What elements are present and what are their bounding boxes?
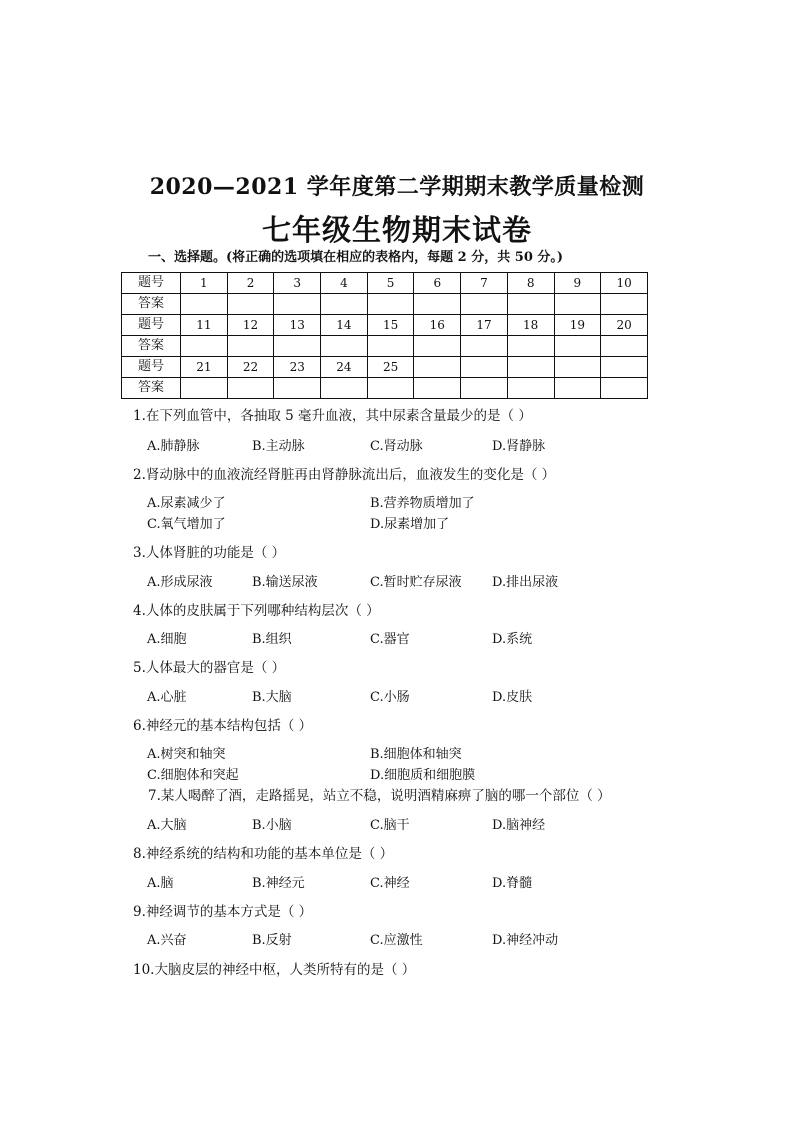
question-9-option-c: C.应激性 bbox=[370, 933, 423, 948]
table-row-number-2 bbox=[122, 315, 648, 336]
question-1-option-a: A.肺静脉 bbox=[147, 439, 200, 454]
number-cell: 5 bbox=[367, 273, 414, 294]
table-row-answer-1 bbox=[122, 294, 648, 315]
answer-cell[interactable] bbox=[461, 378, 508, 399]
answer-table bbox=[121, 272, 648, 399]
answer-cell[interactable] bbox=[321, 294, 368, 315]
question-5-option-b: B.大脑 bbox=[252, 690, 292, 705]
question-5-text: 5.人体最大的器官是（ ） bbox=[133, 660, 286, 676]
answer-cell[interactable] bbox=[507, 378, 554, 399]
question-6-option-b: B.细胞体和轴突 bbox=[370, 747, 462, 762]
number-cell: 25 bbox=[367, 357, 414, 378]
question-8-option-b: B.神经元 bbox=[252, 876, 305, 891]
number-cell bbox=[414, 357, 461, 378]
answer-cell[interactable] bbox=[601, 378, 648, 399]
question-9-option-a: A.兴奋 bbox=[147, 933, 187, 948]
number-cell bbox=[507, 357, 554, 378]
question-3-option-b: B.输送尿液 bbox=[252, 575, 318, 590]
answer-cell[interactable] bbox=[554, 378, 601, 399]
label-cell: 答案 bbox=[122, 378, 181, 399]
question-1-text: 1.在下列血管中，各抽取 5 毫升血液，其中尿素含量最少的是（ ） bbox=[133, 408, 532, 424]
question-6-text: 6.神经元的基本结构包括（ ） bbox=[133, 718, 313, 734]
table-row-answer-3 bbox=[122, 378, 648, 399]
question-5-option-d: D.皮肤 bbox=[492, 690, 533, 705]
answer-cell[interactable] bbox=[321, 378, 368, 399]
question-10-text: 10.大脑皮层的神经中枢，人类所特有的是（ ） bbox=[133, 962, 416, 978]
table-row-number-1 bbox=[122, 273, 648, 294]
question-2-option-c: C.氧气增加了 bbox=[147, 517, 226, 532]
number-cell: 10 bbox=[601, 273, 648, 294]
answer-cell[interactable] bbox=[554, 294, 601, 315]
answer-cell[interactable] bbox=[367, 336, 414, 357]
table-row-number-3 bbox=[122, 357, 648, 378]
answer-cell[interactable] bbox=[274, 378, 321, 399]
section-instruction: 一、选择题。(将正确的选项填在相应的表格内，每题 2 分，共 50 分。) bbox=[148, 250, 564, 265]
label-cell: 题号 bbox=[122, 357, 181, 378]
number-cell: 18 bbox=[507, 315, 554, 336]
label-cell: 题号 bbox=[122, 273, 181, 294]
number-cell: 21 bbox=[181, 357, 228, 378]
question-3-text: 3.人体肾脏的功能是（ ） bbox=[133, 545, 286, 561]
number-cell: 6 bbox=[414, 273, 461, 294]
question-2-option-b: B.营养物质增加了 bbox=[370, 496, 475, 511]
answer-cell[interactable] bbox=[507, 294, 554, 315]
question-7-option-c: C.脑干 bbox=[370, 818, 410, 833]
answer-cell[interactable] bbox=[601, 294, 648, 315]
answer-cell[interactable] bbox=[367, 378, 414, 399]
number-cell: 15 bbox=[367, 315, 414, 336]
exam-title-line2: 七年级生物期末试卷 bbox=[261, 213, 532, 247]
question-2-text: 2.肾动脉中的血液流经肾脏再由肾静脉流出后，血液发生的变化是（ ） bbox=[133, 467, 556, 483]
question-8-option-c: C.神经 bbox=[370, 876, 410, 891]
question-7-option-b: B.小脑 bbox=[252, 818, 292, 833]
question-8-option-d: D.脊髓 bbox=[492, 876, 533, 891]
number-cell: 2 bbox=[227, 273, 274, 294]
question-5-option-c: C.小肠 bbox=[370, 690, 410, 705]
question-6-option-d: D.细胞质和细胞膜 bbox=[370, 768, 476, 783]
number-cell: 17 bbox=[461, 315, 508, 336]
answer-cell[interactable] bbox=[181, 294, 228, 315]
answer-cell[interactable] bbox=[227, 294, 274, 315]
question-1-option-b: B.主动脉 bbox=[252, 439, 305, 454]
answer-cell[interactable] bbox=[181, 378, 228, 399]
number-cell: 8 bbox=[507, 273, 554, 294]
label-cell: 答案 bbox=[122, 336, 181, 357]
answer-cell[interactable] bbox=[367, 294, 414, 315]
question-9-option-d: D.神经冲动 bbox=[492, 933, 559, 948]
number-cell: 20 bbox=[601, 315, 648, 336]
question-4-text: 4.人体的皮肤属于下列哪种结构层次（ ） bbox=[133, 603, 380, 619]
answer-cell[interactable] bbox=[461, 294, 508, 315]
exam-title-line1: 2020—2021 学年度第二学期期末教学质量检测 bbox=[149, 174, 645, 200]
answer-cell[interactable] bbox=[274, 294, 321, 315]
answer-cell[interactable] bbox=[507, 336, 554, 357]
number-cell: 9 bbox=[554, 273, 601, 294]
number-cell: 24 bbox=[321, 357, 368, 378]
question-6-option-c: C.细胞体和突起 bbox=[147, 768, 239, 783]
question-2-option-d: D.尿素增加了 bbox=[370, 517, 450, 532]
table-row-answer-2 bbox=[122, 336, 648, 357]
question-1-option-d: D.肾静脉 bbox=[492, 439, 546, 454]
question-6-option-a: A.树突和轴突 bbox=[147, 747, 226, 762]
answer-cell[interactable] bbox=[414, 294, 461, 315]
question-9-option-b: B.反射 bbox=[252, 933, 292, 948]
number-cell: 19 bbox=[554, 315, 601, 336]
question-4-option-d: D.系统 bbox=[492, 632, 533, 647]
question-2-option-a: A.尿素减少了 bbox=[147, 496, 226, 511]
number-cell: 7 bbox=[461, 273, 508, 294]
answer-cell[interactable] bbox=[601, 336, 648, 357]
number-cell bbox=[601, 357, 648, 378]
question-4-option-a: A.细胞 bbox=[147, 632, 187, 647]
number-cell bbox=[554, 357, 601, 378]
number-cell: 1 bbox=[181, 273, 228, 294]
question-3-option-a: A.形成尿液 bbox=[147, 575, 213, 590]
answer-cell[interactable] bbox=[321, 336, 368, 357]
number-cell: 13 bbox=[274, 315, 321, 336]
number-cell: 11 bbox=[181, 315, 228, 336]
answer-cell[interactable] bbox=[414, 336, 461, 357]
answer-cell[interactable] bbox=[554, 336, 601, 357]
question-8-option-a: A.脑 bbox=[147, 876, 174, 891]
question-1-option-c: C.肾动脉 bbox=[370, 439, 423, 454]
question-7-option-d: D.脑神经 bbox=[492, 818, 546, 833]
number-cell: 12 bbox=[227, 315, 274, 336]
answer-cell[interactable] bbox=[461, 336, 508, 357]
number-cell: 16 bbox=[414, 315, 461, 336]
number-cell bbox=[461, 357, 508, 378]
question-7-option-a: A.大脑 bbox=[147, 818, 187, 833]
number-cell: 4 bbox=[321, 273, 368, 294]
question-9-text: 9.神经调节的基本方式是（ ） bbox=[133, 904, 313, 920]
question-4-option-b: B.组织 bbox=[252, 632, 292, 647]
number-cell: 23 bbox=[274, 357, 321, 378]
answer-cell[interactable] bbox=[181, 336, 228, 357]
number-cell: 22 bbox=[227, 357, 274, 378]
question-5-option-a: A.心脏 bbox=[147, 690, 187, 705]
answer-cell[interactable] bbox=[414, 378, 461, 399]
number-cell: 14 bbox=[321, 315, 368, 336]
number-cell: 3 bbox=[274, 273, 321, 294]
question-3-option-d: D.排出尿液 bbox=[492, 575, 559, 590]
question-8-text: 8.神经系统的结构和功能的基本单位是（ ） bbox=[133, 846, 394, 862]
question-3-option-c: C.暂时贮存尿液 bbox=[370, 575, 462, 590]
answer-cell[interactable] bbox=[274, 336, 321, 357]
answer-cell[interactable] bbox=[227, 336, 274, 357]
question-7-text: 7.某人喝醉了酒，走路摇晃，站立不稳，说明酒精麻痹了脑的哪一个部位（ ） bbox=[148, 788, 611, 804]
label-cell: 题号 bbox=[122, 315, 181, 336]
question-4-option-c: C.器官 bbox=[370, 632, 410, 647]
label-cell: 答案 bbox=[122, 294, 181, 315]
answer-cell[interactable] bbox=[227, 378, 274, 399]
